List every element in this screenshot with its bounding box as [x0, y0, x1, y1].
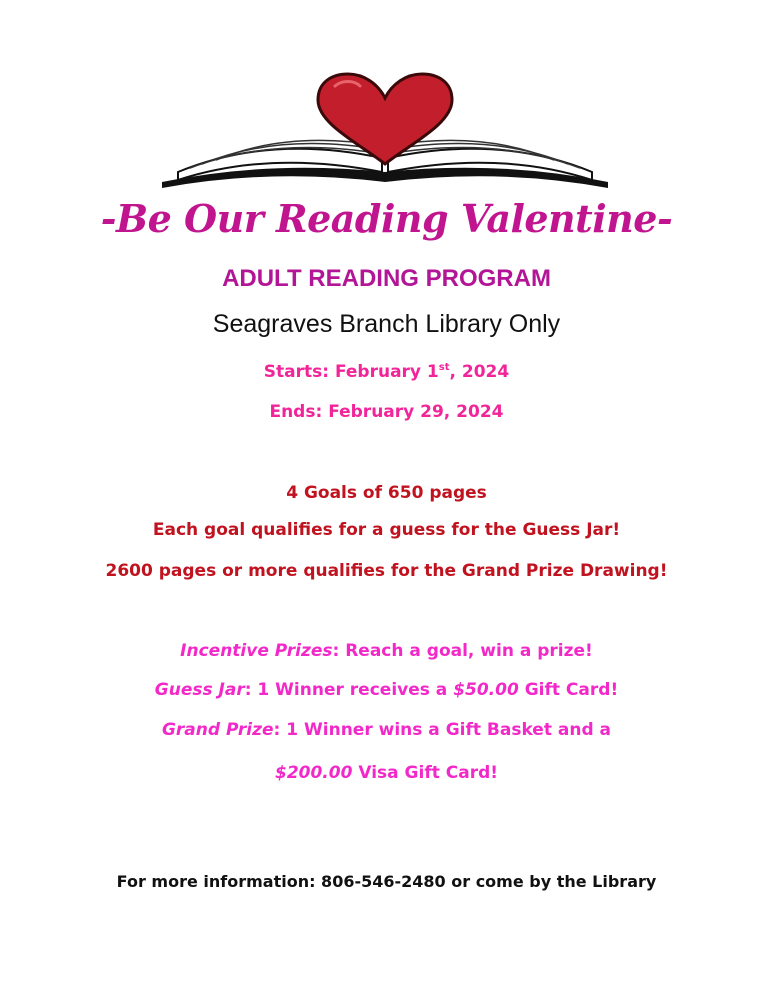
start-date-label: Starts: February 1	[263, 362, 439, 382]
goals-line-2: Each goal qualifies for a guess for the Guess Jar!	[152, 520, 621, 540]
guess-jar-text: : 1 Winner receives a	[244, 680, 454, 700]
incentive-text: : Reach a goal, win a prize!	[332, 641, 593, 661]
book-base	[162, 168, 608, 188]
grand-prize-text: : 1 Winner wins a Gift Basket and a	[273, 720, 612, 740]
grand-prize-amount: $200.00	[274, 763, 353, 783]
guess-jar-text-end: Gift Card!	[518, 680, 619, 700]
contact-info: For more information: 806-546-2480 or come by the Library	[116, 872, 657, 891]
grand-prize	[0, 720, 773, 740]
goals-line-1: 4 Goals of 650 pages	[286, 483, 487, 503]
grand-prize-amount-line	[0, 763, 773, 783]
guess-jar-label: Guess Jar	[154, 680, 245, 700]
page-title: -Be Our Reading Valentine-	[100, 196, 673, 241]
incentive-prizes	[0, 641, 773, 661]
end-date: Ends: February 29, 2024	[269, 402, 504, 422]
grand-prize-text-end: Visa Gift Card!	[352, 763, 499, 783]
incentive-label: Incentive Prizes	[180, 641, 333, 661]
heart-book-icon	[160, 72, 610, 192]
program-subtitle: ADULT READING PROGRAM	[222, 265, 551, 292]
grand-prize-label: Grand Prize	[161, 720, 274, 740]
guess-jar-amount: $50.00	[453, 680, 519, 700]
start-date-superscript: st	[438, 362, 450, 373]
goals-line-3: 2600 pages or more qualifies for the Grand Prize Drawing!	[105, 561, 668, 581]
branch-name: Seagraves Branch Library Only	[212, 310, 561, 338]
start-date	[0, 362, 773, 382]
guess-jar-prize	[0, 680, 773, 700]
start-date-year: , 2024	[449, 362, 510, 382]
